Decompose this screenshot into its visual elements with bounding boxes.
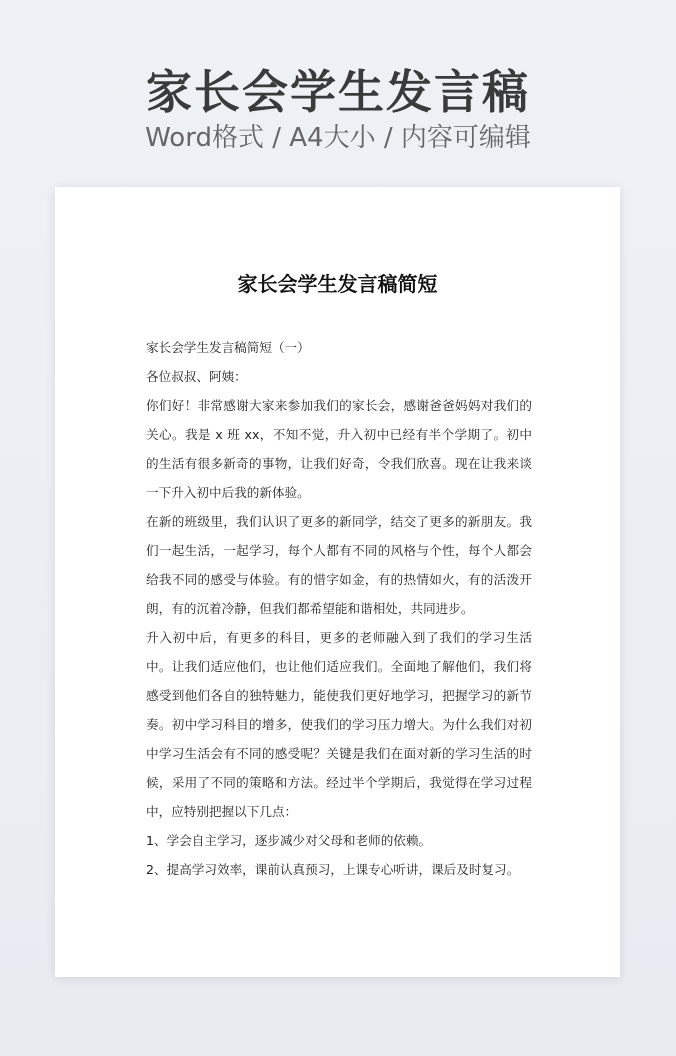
body-paragraph: 你们好！非常感谢大家来参加我们的家长会，感谢爸爸妈妈对我们的关心。我是 x 班 xx，不知不觉，升入初中已经有半个学期了。初中的生活有很多新奇的事物，让我们好奇，令我们欣喜。现在让我来谈一下升入初中后我的新体验。 xyxy=(146,398,532,500)
document-body xyxy=(146,333,532,884)
body-paragraph: 升入初中后，有更多的科目，更多的老师融入到了我们的学习生活中。让我们适应他们，也让他们适应我们。全面地了解他们，我们将感受到他们各自的独特魅力，能使我们更好地学习，把握学习的新节奏。初中学习科目的增多，使我们的学习压力增大。为什么我们对初中学习生活会有不同的感受呢？关键是我们在面对新的学习生活的时候，采用了不同的策略和方法。经过半个学期后，我觉得在学习过程中，应特别把握以下几点： xyxy=(146,630,532,819)
section-heading: 家长会学生发言稿简短（一） xyxy=(146,340,310,355)
banner-subtitle: Word格式 / A4大小 / 内容可编辑 xyxy=(145,123,531,153)
salutation: 各位叔叔、阿姨： xyxy=(146,369,247,384)
document-page xyxy=(55,187,620,977)
document-title: 家长会学生发言稿简短 xyxy=(237,272,438,296)
banner-title: 家长会学生发言稿 xyxy=(146,65,530,119)
list-item: 2、提高学习效率，课前认真预习，上课专心听讲，课后及时复习。 xyxy=(146,862,520,877)
body-paragraph: 在新的班级里，我们认识了更多的新同学，结交了更多的新朋友。我们一起生活，一起学习，每个人都有不同的风格与个性，每个人都会给我不同的感受与体验。有的惜字如金，有的热情如火，有的活泼开朗，有的沉着冷静，但我们都希望能和谐相处，共同进步。 xyxy=(146,514,532,616)
list-item: 1、学会自主学习，逐步减少对父母和老师的依赖。 xyxy=(146,833,432,848)
